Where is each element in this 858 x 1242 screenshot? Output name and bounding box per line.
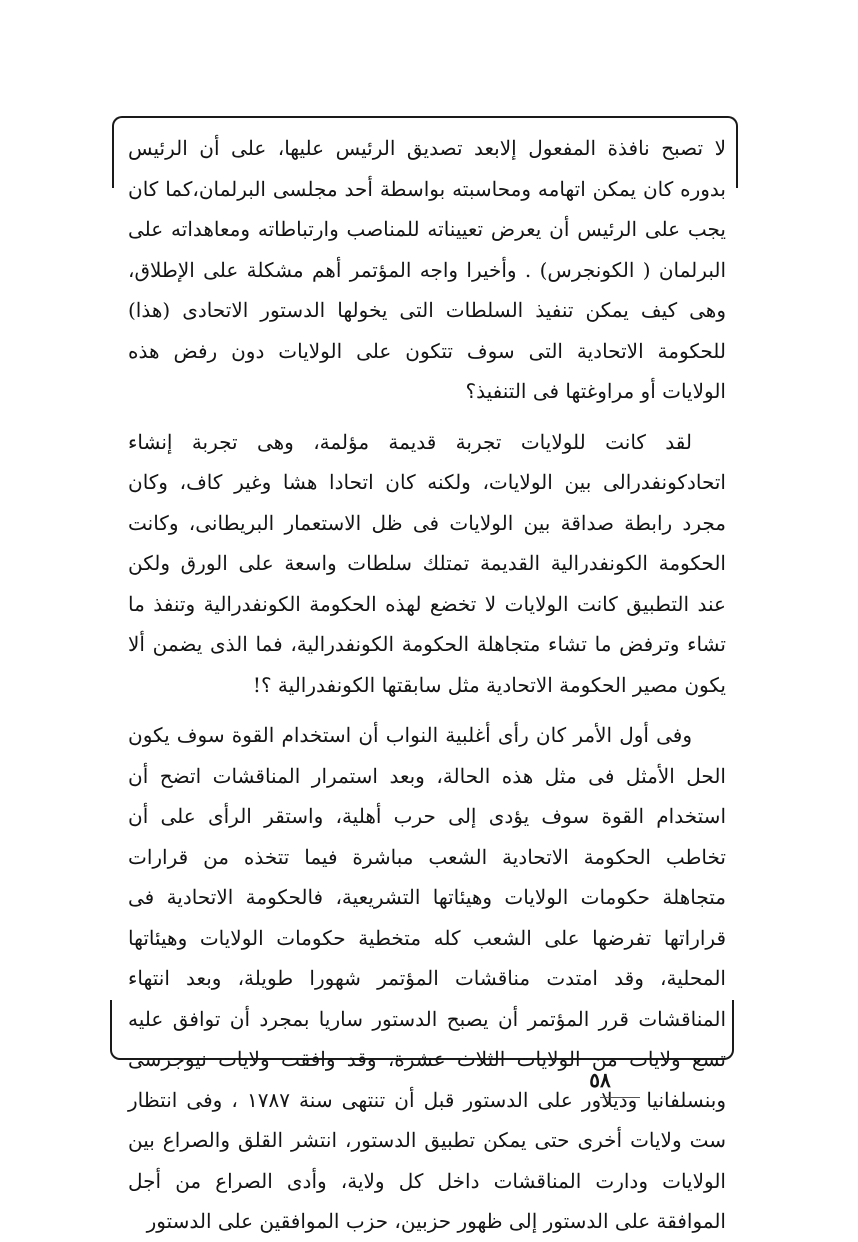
paragraph-2: لقد كانت للولايات تجربة قديمة مؤلمة، وهى تجربة إنشاء اتحادكونفدرالى بين الولايات، ولكنه كان اتحادا هشا وغير كاف، وكان مجرد رابطة صداقة بين الولايات فى ظل الاستعمار البريطانى، وكانت الحكومة الكونفدرالية القديمة تمتلك سلطات واسعة على الورق ولكن عند التطبيق كانت الولايات لا تخضع لهذه الحكومة الكونفدرالية وتنفذ ما تشاء وترفض ما تشاء متجاهلة الحكومة الكونفدرالية، فما الذى يضمن ألا يكون مصير الحكومة الاتحادية مثل سابقتها الكونفدرالية ؟! — [128, 429, 726, 697]
paragraph-1: لا تصبح نافذة المفعول إلابعد تصديق الرئيس عليها، على أن الرئيس بدوره كان يمكن اتهامه ومحاسبته بواسطة أحد مجلسى البرلمان،كما كان يجب على الرئيس أن يعرض تعييناته للمناصب وارتباطاته ومعاهداته على البرلمان ( الكونجرس) . وأخيرا واجه المؤتمر أهم مشكلة على الإطلاق، وهى كيف يمكن تنفيذ السلطات التى يخولها الدستور الاتحادى (هذا) للحكومة الاتحادية التى سوف تتكون على الولايات دون رفض هذه الولايات أو مراوغتها فى التنفيذ؟ — [128, 136, 726, 403]
paragraph-3: وفى أول الأمر كان رأى أغلبية النواب أن استخدام القوة سوف يكون الحل الأمثل فى مثل هذه الحالة، وبعد استمرار المناقشات اتضح أن استخدام القوة سوف يؤدى إلى حرب أهلية، واستقر الرأى على أن تخاطب الحكومة الاتحادية الشعب مباشرة فيما تتخذه من قرارات متجاهلة حكومات الولايات وهيئاتها التشريعية، فالحكومة الاتحادية فى قراراتها تفرضها على الشعب كله متخطية حكومات الولايات وهيئاتها المحلية، وقد امتدت مناقشات المؤتمر شهورا طويلة، وبعد انتهاء المناقشات قرر المؤتمر أن يصبح الدستور ساريا بمجرد أن توافق عليه تسع ولايات من الولايات الثلاث عشرة، وقد وافقت ولايات نيوجرسى وبنسلفانيا وديلاور على الدستور قبل أن تنتهى سنة ١٧٨٧ ، وفى انتظار ست ولايات أخرى حتى يمكن تطبيق الدستور، انتشر القلق والصراع بين الولايات ودارت المناقشات داخل كل ولاية، وأدى الصراع من أجل الموافقة على الدستور إلى ظهور حزبين، حزب الموافقين على الدستور — [128, 723, 726, 1233]
page-number: ٥٨ — [589, 1068, 611, 1092]
page-number-underline — [600, 1097, 640, 1098]
